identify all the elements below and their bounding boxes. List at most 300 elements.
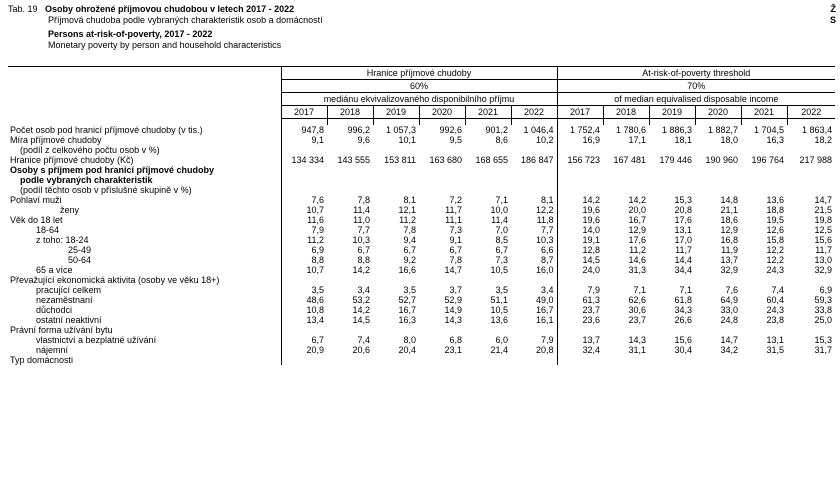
table-cell: 26,6 — [674, 314, 692, 325]
table-cell — [557, 145, 603, 155]
desc-cz: mediánu ekvivalizovaného disponibilního příjmu — [281, 93, 557, 106]
table-cell — [327, 175, 373, 185]
table-cell: 16,3 — [766, 134, 784, 145]
table-cell — [603, 185, 649, 195]
table-cell: 7,1 — [679, 284, 692, 295]
table-cell — [281, 165, 327, 175]
year-header: 2017 — [557, 106, 603, 119]
table-cell: 18,6 — [720, 214, 738, 225]
table-cell — [419, 275, 465, 285]
table-cell: 12,9 — [720, 224, 738, 235]
row-label: (podíl těchto osob v příslušné skupině v %) — [20, 184, 192, 195]
table-cell — [373, 325, 419, 335]
table-cell: 10,8 — [281, 305, 327, 315]
table-cell: 24,3 — [766, 264, 784, 275]
year-header: 2019 — [373, 106, 419, 119]
table-cell: 20,9 — [281, 345, 327, 355]
table-cell: 14,0 — [557, 225, 603, 235]
table-cell: 179 446 — [659, 154, 692, 165]
table-cell: 8,1 — [403, 194, 416, 205]
table-cell: 6,7 — [449, 244, 462, 255]
table-row — [8, 285, 835, 295]
year-header: 2022 — [787, 106, 835, 119]
table-cell — [511, 145, 557, 155]
table-cell — [557, 355, 603, 365]
table-cell: 14,8 — [720, 194, 738, 205]
table-cell: 24,0 — [557, 265, 603, 275]
year-header: 2018 — [603, 106, 649, 119]
table-row — [8, 185, 835, 195]
table-cell: 51,1 — [490, 294, 508, 305]
table-cell — [741, 165, 787, 175]
year-header: 2020 — [695, 106, 741, 119]
row-label: 18-64 — [36, 224, 60, 235]
table-cell — [557, 165, 603, 175]
table-cell: 64,9 — [720, 294, 738, 305]
corner-text: Ž S — [829, 4, 836, 25]
table-cell: 14,9 — [444, 304, 462, 315]
table-cell: 143 555 — [337, 154, 370, 165]
table-cell: 1 704,5 — [753, 124, 784, 135]
table-cell: 13,7 — [720, 254, 738, 265]
table-cell — [557, 325, 603, 335]
table-cell — [373, 175, 419, 185]
table-cell: 14,3 — [628, 334, 646, 345]
table-cell: 6,7 — [495, 244, 508, 255]
table-row — [8, 165, 835, 175]
table-cell: 30,6 — [628, 304, 646, 315]
table-cell: 16,7 — [628, 214, 646, 225]
row-label: pracující celkem — [36, 284, 102, 295]
table-cell: 20,8 — [674, 204, 692, 215]
row-label: 65 a více — [36, 264, 73, 275]
table-cell: 10,7 — [281, 205, 327, 215]
table-row — [8, 205, 835, 215]
table-head — [8, 67, 835, 119]
row-label: nezaměstnaní — [36, 294, 93, 305]
table-cell: 7,8 — [357, 194, 370, 205]
table-cell — [465, 185, 511, 195]
table-cell: 11,2 — [629, 244, 646, 255]
table-cell: 12,9 — [628, 224, 646, 235]
table-row — [8, 245, 835, 255]
table-cell: 1 046,4 — [523, 124, 554, 135]
table-cell: 6,9 — [819, 284, 833, 295]
row-label: Typ domácnosti — [10, 354, 74, 365]
table-cell: 3,4 — [357, 284, 370, 295]
table-cell: 14,7 — [444, 264, 462, 275]
table-cell: 17,1 — [628, 134, 646, 145]
table-cell: 13,7 — [557, 335, 603, 345]
table-cell — [327, 355, 373, 365]
table-cell — [741, 355, 787, 365]
table-cell: 11,6 — [281, 215, 327, 225]
row-label: Pohlaví muži — [10, 194, 62, 205]
table-cell: 10,1 — [398, 134, 416, 145]
table-cell: 16,6 — [398, 264, 416, 275]
table-cell — [281, 325, 327, 335]
table-cell: 34,2 — [720, 344, 738, 355]
table-cell: 24,8 — [720, 314, 738, 325]
table-row — [8, 275, 835, 285]
row-label: nájemní — [36, 344, 69, 355]
table-cell: 8,6 — [495, 134, 508, 145]
table-cell: 61,8 — [674, 294, 692, 305]
table-cell — [603, 175, 649, 185]
table-cell: 7,8 — [449, 254, 462, 265]
table-cell: 7,0 — [495, 224, 508, 235]
table-cell — [511, 185, 557, 195]
table-cell: 156 723 — [557, 155, 603, 165]
table-cell: 32,9 — [814, 264, 833, 275]
table-cell: 19,6 — [557, 215, 603, 225]
table-cell — [787, 165, 835, 175]
table-cell: 1 780,6 — [615, 124, 646, 135]
table-cell: 196 764 — [751, 154, 784, 165]
year-header: 2017 — [281, 106, 327, 119]
table-row — [8, 145, 835, 155]
subtitle-cz: Příjmová chudoba podle vybraných charakteristik osob a domácností — [48, 15, 323, 25]
table-cell — [649, 175, 695, 185]
head-corner — [8, 67, 281, 119]
desc-en: of median equivalised disposable income — [557, 93, 835, 106]
table-cell — [557, 185, 603, 195]
table-cell: 7,6 — [725, 284, 738, 295]
title-en: Persons at-risk-of-poverty, 2017 - 2022 — [48, 29, 213, 39]
table-cell: 7,7 — [540, 224, 554, 235]
table-cell: 16,9 — [557, 135, 603, 145]
table-cell: 11,7 — [815, 244, 833, 255]
table-cell: 8,8 — [357, 254, 370, 265]
table-cell — [511, 165, 557, 175]
table-cell — [511, 175, 557, 185]
table-cell — [281, 275, 327, 285]
table-row — [8, 195, 835, 205]
row-label: Převažující ekonomická aktivita (osoby ve věku 18+) — [10, 274, 220, 285]
table-cell — [695, 325, 741, 335]
table-cell: 14,2 — [557, 195, 603, 205]
table-cell: 20,6 — [352, 344, 370, 355]
table-cell: 18,2 — [814, 134, 833, 145]
table-cell — [649, 165, 695, 175]
table-cell — [787, 145, 835, 155]
table-cell — [649, 325, 695, 335]
table-cell — [327, 165, 373, 175]
table-cell: 21,1 — [720, 204, 738, 215]
table-cell: 59,3 — [814, 294, 833, 305]
table-cell: 1 752,4 — [557, 125, 603, 135]
table-cell: 18,8 — [766, 204, 784, 215]
table-cell: 33,8 — [814, 304, 833, 315]
table-cell — [511, 355, 557, 365]
table-cell: 3,7 — [449, 284, 462, 295]
table-cell — [419, 165, 465, 175]
table-cell: 11,4 — [353, 204, 370, 215]
table-cell — [281, 355, 327, 365]
table-cell — [511, 275, 557, 285]
table-cell: 3,5 — [403, 284, 416, 295]
table-cell — [281, 175, 327, 185]
table-cell: 34,3 — [674, 304, 692, 315]
table-cell: 10,7 — [281, 265, 327, 275]
table-cell: 12,2 — [535, 204, 554, 215]
table-cell: 7,4 — [357, 334, 370, 345]
table-cell: 19,6 — [557, 205, 603, 215]
table-cell: 21,4 — [490, 344, 508, 355]
table-cell: 14,7 — [814, 194, 833, 205]
table-cell: 31,1 — [628, 344, 646, 355]
table-cell: 12,8 — [557, 245, 603, 255]
table-cell — [465, 145, 511, 155]
table-cell — [327, 325, 373, 335]
table-cell: 7,4 — [771, 284, 784, 295]
table-header-block — [8, 4, 323, 51]
table-row — [8, 355, 835, 365]
table-cell: 32,9 — [720, 264, 738, 275]
table-cell: 12,2 — [766, 254, 784, 265]
table-number: Tab. 19 — [8, 4, 38, 14]
table-cell: 14,2 — [352, 264, 370, 275]
table-cell: 62,6 — [628, 294, 646, 305]
table-cell: 9,5 — [449, 134, 462, 145]
table-cell: 60,4 — [766, 294, 784, 305]
table-cell — [741, 185, 787, 195]
table-cell: 1 863,4 — [802, 124, 833, 135]
table-row — [8, 345, 835, 355]
table-cell — [373, 165, 419, 175]
table-cell — [603, 145, 649, 155]
table-cell — [787, 275, 835, 285]
table-row — [8, 265, 835, 275]
table-cell: 16,0 — [535, 264, 554, 275]
table-cell: 7,3 — [495, 254, 508, 265]
table-cell — [373, 185, 419, 195]
pct-en: 70% — [557, 80, 835, 93]
table-cell: 3,5 — [281, 285, 327, 295]
table-cell — [465, 275, 511, 285]
year-header: 2021 — [741, 106, 787, 119]
table-body — [8, 119, 835, 365]
table-cell: 48,6 — [281, 295, 327, 305]
table-cell: 7,3 — [449, 224, 462, 235]
table-cell: 9,1 — [449, 234, 462, 245]
table-cell: 32,4 — [557, 345, 603, 355]
table-cell — [603, 325, 649, 335]
table-row — [8, 215, 835, 225]
table-cell: 11,7 — [675, 244, 692, 255]
table-cell: 31,5 — [766, 344, 784, 355]
row-label: ženy — [60, 204, 80, 215]
table-row — [8, 155, 835, 165]
row-label: podle vybraných charakteristik — [20, 174, 153, 185]
table-cell: 23,7 — [628, 314, 646, 325]
table-cell — [603, 275, 649, 285]
table-cell — [649, 185, 695, 195]
table-cell — [787, 355, 835, 365]
table-cell: 13,6 — [766, 194, 784, 205]
table-cell — [419, 325, 465, 335]
row-label: z toho: 18-24 — [36, 234, 89, 245]
table-cell — [787, 325, 835, 335]
table-cell: 15,3 — [674, 194, 692, 205]
table-cell: 10,0 — [490, 204, 508, 215]
pct-cz: 60% — [281, 80, 557, 93]
table-row — [8, 225, 835, 235]
table-cell: 21,5 — [814, 204, 833, 215]
table-row — [8, 325, 835, 335]
table-cell: 52,9 — [444, 294, 462, 305]
table-cell: 15,3 — [814, 334, 833, 345]
table-row — [8, 315, 835, 325]
table-cell: 163 680 — [429, 154, 462, 165]
table-row — [8, 175, 835, 185]
table-cell: 186 847 — [520, 154, 554, 165]
table-cell: 12,2 — [766, 244, 784, 255]
table-cell: 1 882,7 — [707, 124, 738, 135]
row-label: ostatní neaktivní — [36, 314, 102, 325]
table-cell: 23,1 — [444, 344, 462, 355]
table-cell: 14,5 — [352, 314, 370, 325]
table-cell: 14,4 — [674, 254, 692, 265]
table-cell: 11,2 — [399, 214, 416, 225]
table-cell: 18,0 — [720, 134, 738, 145]
table-row — [8, 335, 835, 345]
table-cell: 9,1 — [281, 135, 327, 145]
table-cell: 11,8 — [536, 214, 554, 225]
table-cell: 19,5 — [766, 214, 784, 225]
table-cell: 52,7 — [398, 294, 416, 305]
year-header: 2018 — [327, 106, 373, 119]
table-cell: 14,5 — [557, 255, 603, 265]
table-cell — [281, 145, 327, 155]
table-cell: 1 886,3 — [661, 124, 692, 135]
table-cell: 34,4 — [674, 264, 692, 275]
row-label: Míra příjmové chudoby — [10, 134, 102, 145]
table-cell — [741, 275, 787, 285]
year-header: 2020 — [419, 106, 465, 119]
table-cell: 16,3 — [398, 314, 416, 325]
table-cell — [695, 355, 741, 365]
table-cell — [741, 175, 787, 185]
title-line — [8, 4, 323, 15]
table-cell: 23,6 — [557, 315, 603, 325]
table-cell — [327, 275, 373, 285]
table-cell: 15,6 — [814, 234, 833, 245]
poverty-table — [8, 66, 835, 365]
table-cell: 17,6 — [674, 214, 692, 225]
table-cell: 19,8 — [814, 214, 833, 225]
table-cell: 12,5 — [814, 224, 833, 235]
table-cell: 30,4 — [674, 344, 692, 355]
table-cell: 20,4 — [398, 344, 416, 355]
table-cell: 3,4 — [540, 284, 554, 295]
table-cell: 134 334 — [281, 155, 327, 165]
table-cell: 23,8 — [766, 314, 784, 325]
table-cell: 167 481 — [613, 154, 646, 165]
table-cell: 16,1 — [535, 314, 554, 325]
table-cell: 8,1 — [540, 194, 554, 205]
table-cell — [465, 165, 511, 175]
table-cell: 6,8 — [449, 334, 462, 345]
title-cz: Osoby ohrožené příjmovou chudobou v letech 2017 - 2022 — [45, 4, 295, 14]
table-cell: 13,1 — [766, 334, 784, 345]
table-cell — [373, 355, 419, 365]
table-cell — [787, 185, 835, 195]
table-cell: 8,0 — [403, 334, 416, 345]
year-header: 2022 — [511, 106, 557, 119]
table-cell: 20,8 — [535, 344, 554, 355]
table-cell: 10,3 — [535, 234, 554, 245]
table-cell: 15,8 — [766, 234, 784, 245]
table-cell: 996,2 — [347, 124, 370, 135]
row-label: Počet osob pod hranicí příjmové chudoby (v tis.) — [10, 124, 203, 135]
table-cell: 15,6 — [674, 334, 692, 345]
table-cell: 10,5 — [490, 264, 508, 275]
table-cell: 17,6 — [628, 234, 646, 245]
table-cell — [419, 185, 465, 195]
table-cell — [603, 165, 649, 175]
row-label: důchodci — [36, 304, 73, 315]
table-cell: 13,4 — [281, 315, 327, 325]
table-cell — [695, 175, 741, 185]
group-en: At-risk-of-poverty threshold — [557, 67, 835, 80]
row-label: 25-49 — [68, 244, 92, 255]
table-cell: 16,8 — [720, 234, 738, 245]
table-cell: 16,7 — [398, 304, 416, 315]
table-cell: 11,1 — [445, 214, 462, 225]
table-cell — [557, 275, 603, 285]
table-cell — [373, 145, 419, 155]
table-cell: 11,2 — [281, 235, 327, 245]
table-cell — [695, 145, 741, 155]
table-row — [8, 305, 835, 315]
table-cell: 17,0 — [674, 234, 692, 245]
table-row — [8, 135, 835, 145]
table-cell: 8,8 — [281, 255, 327, 265]
table-cell — [741, 145, 787, 155]
table-cell — [741, 325, 787, 335]
table-cell: 7,7 — [357, 224, 370, 235]
table-cell: 12,6 — [766, 224, 784, 235]
table-cell: 9,2 — [403, 254, 416, 265]
table-cell: 947,8 — [281, 125, 327, 135]
table-cell — [649, 145, 695, 155]
group-cz: Hranice příjmové chudoby — [281, 67, 557, 80]
table-cell: 10,5 — [490, 304, 508, 315]
table-cell — [695, 275, 741, 285]
table-cell: 8,7 — [540, 254, 554, 265]
table-cell: 11,0 — [353, 214, 370, 225]
table-cell: 61,3 — [557, 295, 603, 305]
table-cell — [557, 175, 603, 185]
table-cell: 13,6 — [490, 314, 508, 325]
table-row — [8, 295, 835, 305]
table-cell: 7,9 — [540, 334, 554, 345]
table-cell: 1 057,3 — [385, 124, 416, 135]
table-cell: 49,0 — [535, 294, 554, 305]
table-cell: 18,1 — [674, 134, 692, 145]
table-cell: 14,2 — [628, 194, 646, 205]
table-cell: 14,7 — [720, 334, 738, 345]
table-cell: 6,0 — [495, 334, 508, 345]
table-cell: 10,3 — [352, 234, 370, 245]
table-cell — [603, 355, 649, 365]
table-cell: 53,2 — [352, 294, 370, 305]
row-label: (podíl z celkového počtu osob v %) — [20, 144, 160, 155]
table-cell — [419, 355, 465, 365]
table-cell: 7,8 — [403, 224, 416, 235]
row-label: Osoby s příjmem pod hranicí příjmové chudoby — [10, 164, 215, 175]
